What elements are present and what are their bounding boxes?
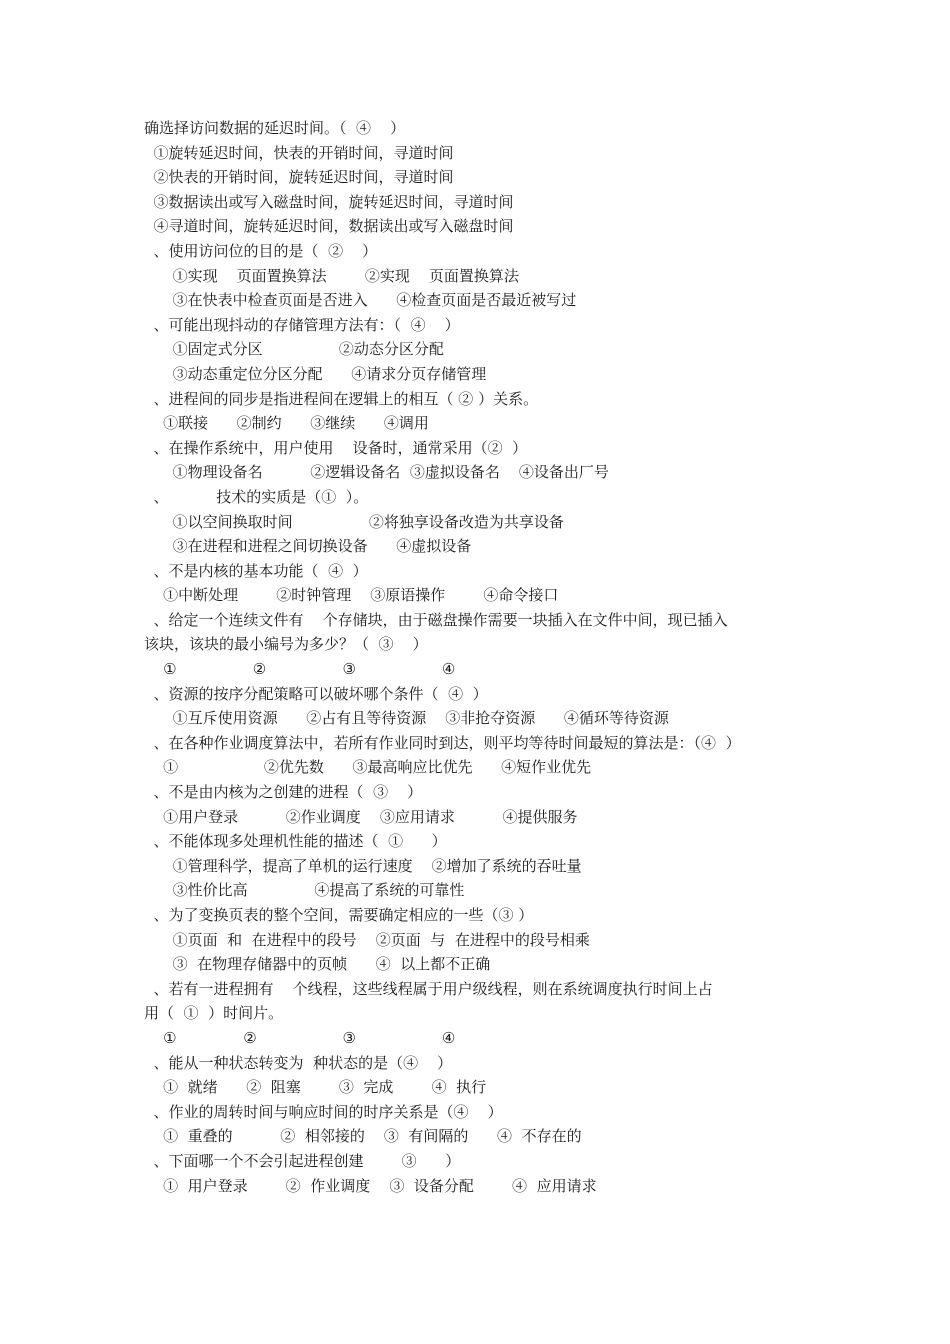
document-text [144, 116, 820, 1198]
text-line: 、 技术的实质是（① ）。 [144, 487, 369, 506]
text-line: ① ② ③ ④ [144, 660, 456, 679]
text-line: 、不是内核的基本功能（ ④ ） [144, 561, 368, 580]
text-line: ①固定式分区 ②动态分区分配 [144, 340, 444, 359]
text-line: 、若有一进程拥有 个线程，这些线程属于用户级线程，则在系统调度执行时间上占 [144, 979, 713, 998]
text-line: 、可能出现抖动的存储管理方法有：（ ④ ） [144, 315, 460, 334]
text-line: 、不能体现多处理机性能的描述（ ① ） [144, 832, 447, 851]
text-line: 、作业的周转时间与响应时间的时序关系是（④ ） [144, 1102, 503, 1121]
text-line: ①互斥使用资源 ②占有且等待资源 ③非抢夺资源 ④循环等待资源 [144, 709, 669, 728]
text-line: 、下面哪一个不会引起进程创建 ③ ） [144, 1151, 461, 1170]
text-line: 、资源的按序分配策略可以破坏哪个条件（ ④ ） [144, 684, 488, 703]
text-line: ①管理科学，提高了单机的运行速度 ②增加了系统的吞吐量 [144, 856, 582, 875]
text-line: ①用户登录 ②作业调度 ③应用请求 ④提供服务 [144, 807, 578, 826]
text-line: ③在快表中检查页面是否进入 ④检查页面是否最近被写过 [144, 291, 577, 310]
text-line: ③动态重定位分区分配 ④请求分页存储管理 [144, 364, 487, 383]
text-line: 、不是由内核为之创建的进程（ ③ ） [144, 783, 423, 802]
text-line: ②快表的开销时间，旋转延迟时间，寻道时间 [144, 168, 454, 187]
text-line: ①中断处理 ②时钟管理 ③原语操作 ④命令接口 [144, 586, 559, 605]
text-line: ①以空间换取时间 ②将独享设备改造为共享设备 [144, 512, 564, 531]
text-line: 、给定一个连续文件有 个存储块，由于磁盘操作需要一块插入在文件中间，现已插入 [144, 610, 728, 629]
text-line: 、能从一种状态转变为 种状态的是（④ ） [144, 1053, 453, 1072]
text-line: ①实现 页面置换算法 ②实现 页面置换算法 [144, 266, 519, 285]
text-line: 该块，该块的最小编号为多少？（ ③ ） [144, 635, 428, 654]
text-line: 、进程间的同步是指进程间在逻辑上的相互（ ② ）关系。 [144, 389, 539, 408]
text-line: 用（ ① ）时间片。 [144, 1004, 284, 1023]
text-line: ① ②优先数 ③最高响应比优先 ④短作业优先 [144, 758, 592, 777]
text-line: ③在进程和进程之间切换设备 ④虚拟设备 [144, 537, 472, 556]
text-line: 确选择访问数据的延迟时间。（ ④ ） [144, 119, 406, 137]
text-line: 、在各种作业调度算法中，若所有作业同时到达，则平均等待时间最短的算法是：（④ ） [144, 733, 741, 752]
text-line: ④寻道时间，旋转延迟时间，数据读出或写入磁盘时间 [144, 217, 514, 236]
text-line: 、使用访问位的目的是（ ② ） [144, 241, 378, 260]
text-line: ③性价比高 ④提高了系统的可靠性 [144, 881, 465, 900]
text-line: ① ② ③ ④ [144, 1028, 456, 1047]
text-line: 、为了变换页表的整个空间，需要确定相应的一些（③ ） [144, 906, 534, 924]
text-line: ①联接 ②制约 ③继续 ④调用 [144, 414, 429, 433]
text-line: ① 用户登录 ② 作业调度 ③ 设备分配 ④ 应用请求 [144, 1176, 597, 1195]
text-line: ③ 在物理存储器中的页帧 ④ 以上都不正确 [144, 955, 491, 974]
text-line: ①旋转延迟时间，快表的开销时间，寻道时间 [144, 143, 454, 162]
text-line: ①物理设备名 ②逻辑设备名 ③虚拟设备名 ④设备出厂号 [144, 463, 609, 482]
text-line: ③数据读出或写入磁盘时间，旋转延迟时间，寻道时间 [144, 192, 514, 211]
text-line: ①页面 和 在进程中的段号 ②页面 与 在进程中的段号相乘 [144, 930, 590, 949]
text-line: 、在操作系统中，用户使用 设备时，通常采用（② ） [144, 438, 528, 457]
text-line: ① 重叠的 ② 相邻接的 ③ 有间隔的 ④ 不存在的 [144, 1127, 582, 1146]
text-line: ① 就绪 ② 阻塞 ③ 完成 ④ 执行 [144, 1078, 487, 1097]
